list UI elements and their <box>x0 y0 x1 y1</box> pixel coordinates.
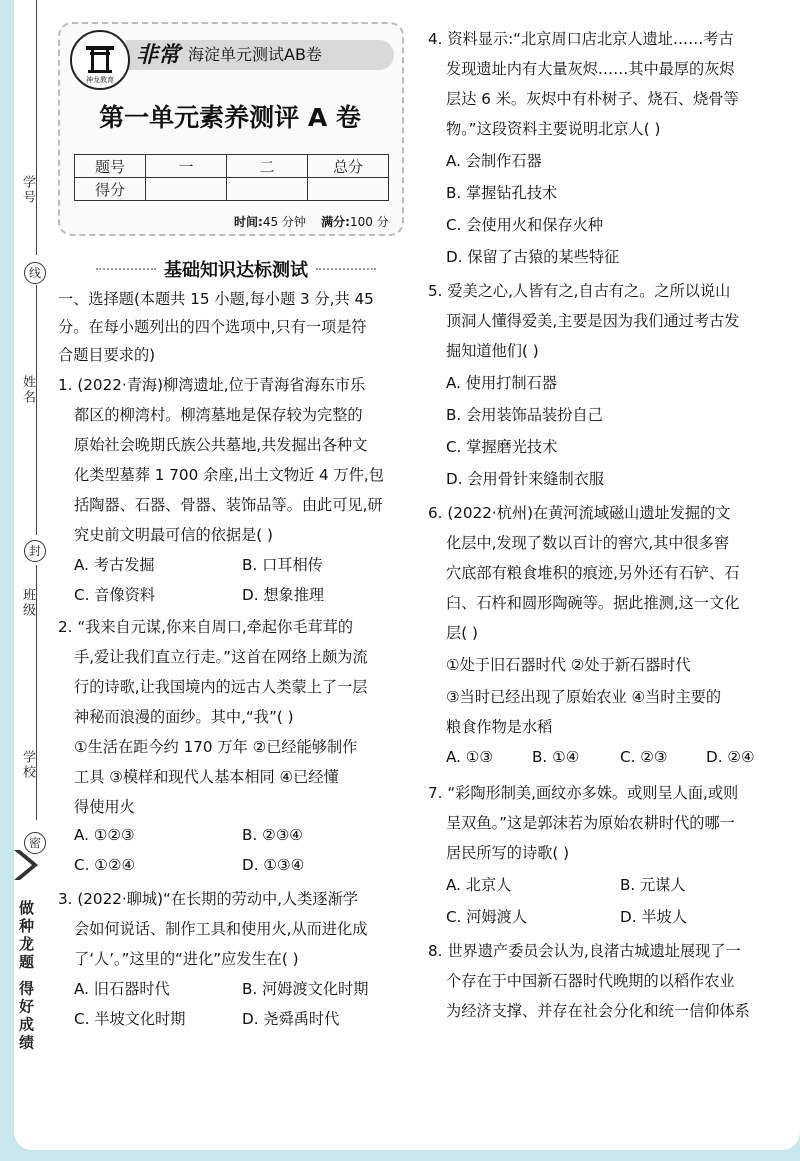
question-text: ③当时已经出现了原始农业 ④当时主要的 <box>446 688 722 706</box>
question-text: 臼、石杵和圆形陶碗等。据此推测,这一文化 <box>446 594 740 612</box>
table-cell: 题号 <box>75 155 146 178</box>
question-8: 8. 世界遗产委员会认为,良渚古城遗址展现了一 <box>428 942 741 960</box>
seal-circle: 封 <box>24 540 46 562</box>
binding-strip <box>14 0 44 1150</box>
seal-line-circle: 线 <box>24 262 46 284</box>
question-3: 3. (2022·聊城)“在长期的劳动中,人类逐渐学 <box>58 890 358 908</box>
question-text: 物。”这段资料主要说明北京人( ) <box>446 120 661 138</box>
question-1: 1. (2022·青海)柳湾遗址,位于青海省海东市乐 <box>58 376 366 394</box>
option[interactable]: D. 想象推理 <box>242 586 325 604</box>
option[interactable]: D. 保留了古猿的某些特征 <box>446 248 620 266</box>
option[interactable]: A. 旧石器时代 <box>74 980 170 998</box>
option[interactable]: D. 尧舜禹时代 <box>242 1010 340 1028</box>
question-text: 个存在于中国新石器时代晚期的以稻作农业 <box>446 972 735 990</box>
question-text: 了‘人’。”这里的“进化”应发生在( ) <box>74 950 299 968</box>
question-text: 为经济支撑、并存在社会分化和统一信仰体系 <box>446 1002 750 1020</box>
question-text: 手,爱让我们直立行走。”这首在网络上颇为流 <box>74 648 368 666</box>
sealed-circle: 密 <box>24 832 46 854</box>
time-info <box>234 213 389 230</box>
chevron-icon <box>14 848 38 882</box>
option[interactable]: B. 掌握钻孔技术 <box>446 184 558 202</box>
divider <box>96 268 156 270</box>
option[interactable]: C. ②③ <box>620 748 668 766</box>
question-text: 顶洞人懂得爱美,主要是因为我们通过考古发 <box>446 312 740 330</box>
option[interactable]: C. 掌握磨光技术 <box>446 438 558 456</box>
table-cell: 总分 <box>308 155 389 178</box>
school-label: 学校 <box>20 750 35 780</box>
question-text: 居民所写的诗歌( ) <box>446 844 569 862</box>
option[interactable]: B. ②③④ <box>242 826 303 844</box>
instruction-line: 合题目要求的) <box>58 346 156 364</box>
option[interactable]: C. 河姆渡人 <box>446 908 528 926</box>
option[interactable]: D. ①③④ <box>242 856 305 874</box>
option[interactable]: D. 会用骨针来缝制衣服 <box>446 470 605 488</box>
option[interactable]: B. 河姆渡文化时期 <box>242 980 369 998</box>
question-text: 工具 ③模样和现代人基本相同 ④已经懂 <box>74 768 339 786</box>
option[interactable]: B. ①④ <box>532 748 580 766</box>
section-title-text: 基础知识达标测试 <box>164 260 308 281</box>
question-2: 2. “我来自元谋,你来自周口,牵起你毛茸茸的 <box>58 618 354 636</box>
score-field[interactable] <box>227 178 308 201</box>
question-text: 都区的柳湾村。柳湾墓地是保存较为完整的 <box>74 406 363 424</box>
question-6: 6. (2022·杭州)在黄河流域磁山遗址发掘的文 <box>428 504 731 522</box>
option[interactable]: D. 半坡人 <box>620 908 687 926</box>
time-value: 45 分钟 <box>262 215 306 229</box>
exam-page <box>14 0 800 1150</box>
question-text: 粮食作物是水稻 <box>446 718 553 736</box>
instruction-line: 分。在每小题列出的四个选项中,只有一项是符 <box>58 318 367 336</box>
question-text: 究史前文明最可信的依据是( ) <box>74 526 273 544</box>
option[interactable]: C. 半坡文化时期 <box>74 1010 186 1028</box>
instruction-line: 一、选择题(本题共 15 小题,每小题 3 分,共 45 <box>58 290 374 308</box>
question-text: ①处于旧石器时代 ②处于新石器时代 <box>446 656 691 674</box>
full-score-value: 100 分 <box>349 215 389 229</box>
question-text: 呈双鱼。”这是郭沫若为原始农耕时代的哪一 <box>446 814 735 832</box>
question-text: 得使用火 <box>74 798 135 816</box>
question-text: 括陶器、石器、骨器、装饰品等。由此可见,研 <box>74 496 383 514</box>
brand-name: 海淀单元测试AB卷 <box>188 45 322 64</box>
time-label: 时间: <box>234 215 263 229</box>
option[interactable]: C. 音像资料 <box>74 586 156 604</box>
question-text: ①生活在距今约 170 万年 ②已经能够制作 <box>74 738 358 756</box>
logo-caption: 神龙教育 <box>86 76 114 84</box>
brand-logo-icon <box>70 30 130 90</box>
question-text: 行的诗歌,让我国境内的远古人类蒙上了一层 <box>74 678 368 696</box>
question-7: 7. “彩陶形制美,画纹亦多姝。或则呈人面,或则 <box>428 784 739 802</box>
question-4: 4. 资料显示:“北京周口店北京人遗址……考古 <box>428 30 734 48</box>
question-text: 穴底部有粮食堆积的痕迹,另外还有石铲、石 <box>446 564 740 582</box>
question-text: 化层中,发现了数以百计的窖穴,其中很多窖 <box>446 534 730 552</box>
option[interactable]: A. ①③ <box>446 748 494 766</box>
name-label: 姓名 <box>20 375 35 405</box>
option[interactable]: A. ①②③ <box>74 826 135 844</box>
option[interactable]: A. 使用打制石器 <box>446 374 557 392</box>
question-text: 发现遗址内有大量灰烬……其中最厚的灰烬 <box>446 60 735 78</box>
table-cell: 一 <box>146 155 227 178</box>
table-cell: 二 <box>227 155 308 178</box>
table-row <box>75 178 389 201</box>
brand-script: 非常 <box>136 42 181 68</box>
question-text: 掘知道他们( ) <box>446 342 539 360</box>
option[interactable]: B. 元谋人 <box>620 876 686 894</box>
option[interactable]: C. 会使用火和保存火种 <box>446 216 603 234</box>
table-row <box>75 155 389 178</box>
section-title <box>96 256 376 282</box>
option[interactable]: A. 会制作石器 <box>446 152 542 170</box>
score-field[interactable] <box>146 178 227 201</box>
question-text: 层( ) <box>446 624 478 642</box>
question-text: 会如何说话、制作工具和使用火,从而进化成 <box>74 920 368 938</box>
question-text: 层达 6 米。灰烬中有朴树子、烧石、烧骨等 <box>446 90 739 108</box>
page-title: 第一单元素养测评 A 卷 <box>99 103 361 132</box>
score-field[interactable] <box>308 178 389 201</box>
option[interactable]: A. 北京人 <box>446 876 512 894</box>
question-5: 5. 爱美之心,人皆有之,自古有之。之所以说山 <box>428 282 731 300</box>
option[interactable]: C. ①②④ <box>74 856 136 874</box>
divider <box>316 268 376 270</box>
option[interactable]: A. 考古发掘 <box>74 556 155 574</box>
option[interactable]: B. 会用装饰品装扮自己 <box>446 406 603 424</box>
question-text: 神秘而浪漫的面纱。其中,“我”( ) <box>74 708 294 726</box>
table-cell: 得分 <box>75 178 146 201</box>
question-text: 化类型墓葬 1 700 余座,出土文物近 4 万件,包 <box>74 466 384 484</box>
question-text: 原始社会晚期氏族公共墓地,共发掘出各种文 <box>74 436 368 454</box>
student-id-label: 学号 <box>20 175 35 205</box>
option[interactable]: B. 口耳相传 <box>242 556 323 574</box>
class-label: 班级 <box>20 588 35 618</box>
binding-line <box>36 0 37 255</box>
option[interactable]: D. ②④ <box>706 748 755 766</box>
slogan-text: 做种龙题 得好成绩 <box>17 900 35 1053</box>
score-table <box>74 154 389 201</box>
full-score-label: 满分: <box>321 215 350 229</box>
binding-line <box>36 285 37 535</box>
